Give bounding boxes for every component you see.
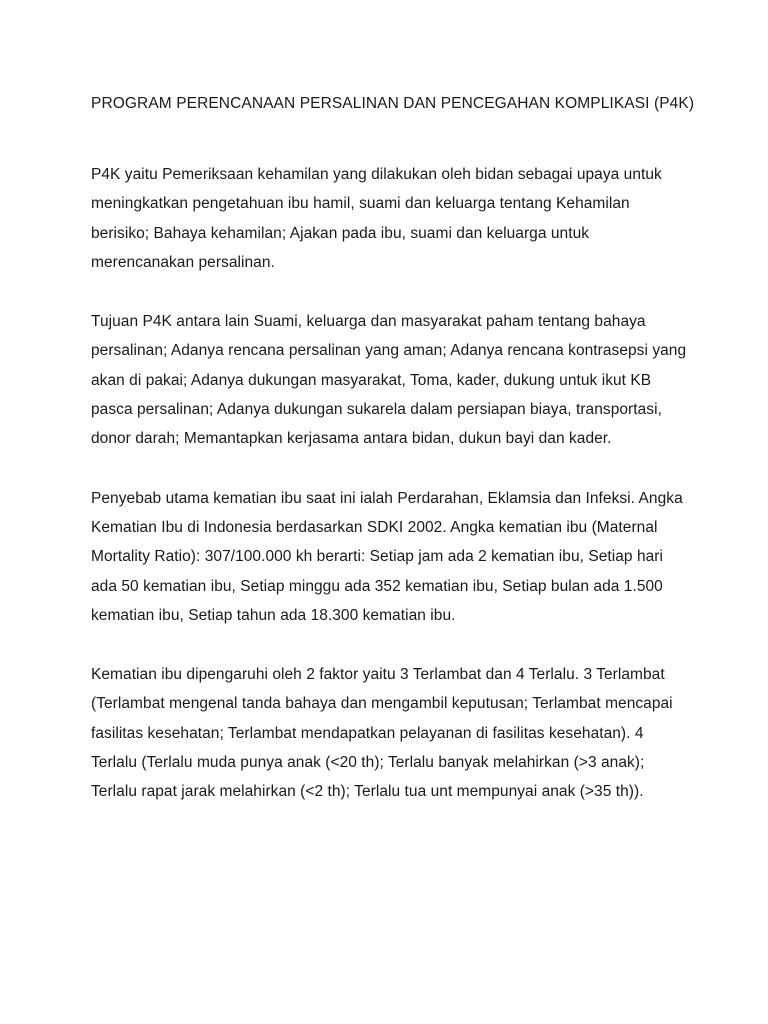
paragraph-p4k-goals: Tujuan P4K antara lain Suami, keluarga dan masyarakat paham tentang bahaya persalinan; Adanya rencana persalinan yang aman; Adanya rencana kontrasepsi yang akan di pakai; Adanya dukungan masyarakat, Toma, kader, dukung untuk ikut KB pasca persalinan; Adanya dukungan sukarela dalam persiapan biaya, transportasi, donor darah; Memantapkan kerjasama antara bidan, dukun bayi dan kader. [91, 313, 687, 448]
document-page [91, 92, 695, 837]
paragraph-p4k-definition: P4K yaitu Pemeriksaan kehamilan yang dilakukan oleh bidan sebagai upaya untuk meningkatkan pengetahuan ibu hamil, suami dan keluarga tentang Kehamilan berisiko; Bahaya kehamilan; Ajakan pada ibu, suami dan keluarga untuk merencanakan persalinan. [91, 166, 662, 271]
paragraph-mortality-factors: Kematian ibu dipengaruhi oleh 2 faktor yaitu 3 Terlambat dan 4 Terlalu. 3 Terlambat (Terlambat mengenal tanda bahaya dan mengambil keputusan; Terlambat mencapai fasilitas kesehatan; Terlambat mendapatkan pelayanan di fasilitas kesehatan). 4 Terlalu (Terlalu muda punya anak (<20 th); Terlalu banyak melahirkan (>3 anak); Terlalu rapat jarak melahirkan (<2 th); Terlalu tua unt mempunyai anak (>35 th)). [91, 666, 673, 801]
paragraph-maternal-mortality-causes: Penyebab utama kematian ibu saat ini ialah Perdarahan, Eklamsia dan Infeksi. Angka Kematian Ibu di Indonesia berdasarkan SDKI 2002. Angka kematian ibu (Maternal Mortality Ratio): 307/100.000 kh berarti: Setiap jam ada 2 kematian ibu, Setiap hari ada 50 kematian ibu, Setiap minggu ada 352 kematian ibu, Setiap bulan ada 1.500 kematian ibu, Setiap tahun ada 18.300 kematian ibu. [91, 489, 683, 624]
document-title: PROGRAM PERENCANAAN PERSALINAN DAN PENCEGAHAN KOMPLIKASI (P4K) [91, 95, 695, 112]
